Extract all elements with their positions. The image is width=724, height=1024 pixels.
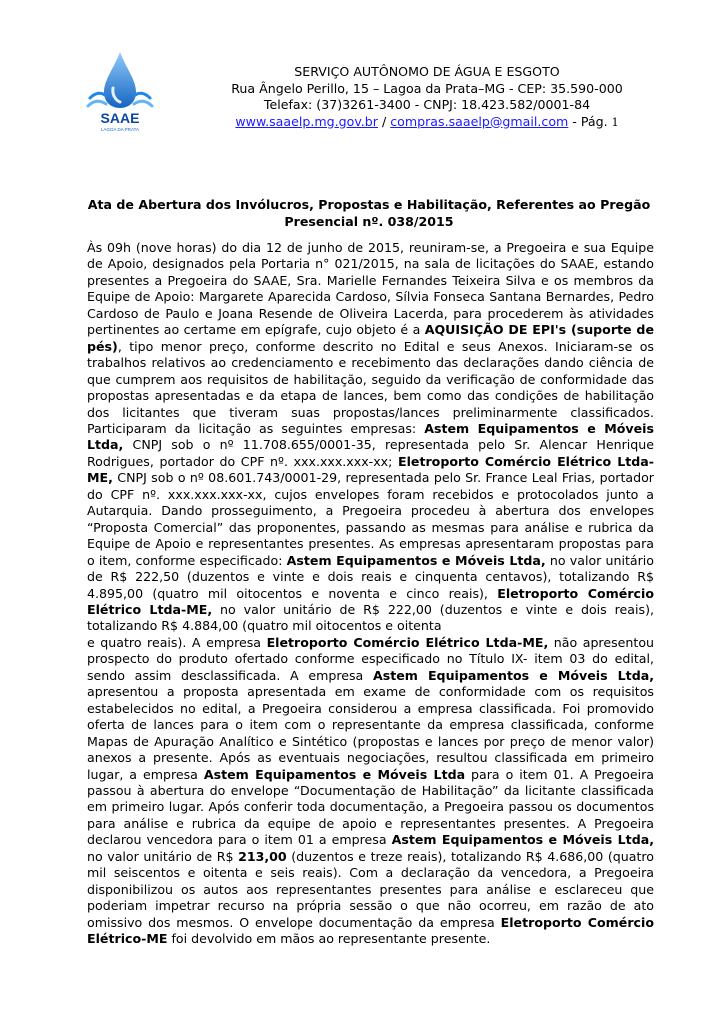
- bold-text: Eletroporto Comércio Elétrico Ltda-ME,: [266, 634, 549, 650]
- body-text: (duzentos e treze reais), totalizando R$ 4.686,00 (quatro mil seiscentos e oitenta e seis reais). Com a declaração da vencedora, a Pregoeira disponibilizou os autos aos representantes presentes para análise e esclareceu que poderiam impetrar recurso na própria sessão o que não ocorreu, em razão de ato omissivo dos mesmos. O envelope documentação da empresa: [87, 848, 654, 930]
- bold-text: Astem Equipamentos e Móveis Ltda,: [391, 832, 654, 848]
- bold-text: Eletroporto Comércio Elétrico-ME: [87, 914, 654, 947]
- body-text: Às 09h (nove horas) do dia 12 de junho de 2015, reuniram-se, a Pregoeira e sua Equipe de Apoio, designados pela Portaria n° 021/2015, na sala de licitações do SAAE, estando presentes a Pregoeira do SAAE, Sra. Marielle Fernandes Teixeira Silva e os membros da Equipe de Apoio: Margarete Aparecida Cardoso, Sílvia Fonseca Santana Bernardes, Pedro Cardoso de Paulo e Joana Resende de Oliveira Lacerda, para procederem às atividades pertinentes ao certame em epígrafe, cujo objeto é a: [87, 240, 654, 338]
- body-text: e quatro reais). A empresa: [87, 634, 267, 650]
- body-text: apresentou a proposta apresentada em exame de conformidade com os requisitos estabelecidos no edital, a Pregoeira considerou a empresa classificada. Foi promovido oferta de lances para o item com o representante da empresa classificada, conforme Mapas de Apuração Analítico e Sintético (propostas e lances por preço de menor valor) anexos a presente. Após as eventuais negociações, resultou classificada em primeiro lugar, a empresa: [87, 684, 654, 782]
- page-label: - Pág.: [568, 113, 612, 129]
- body-text: CNPJ sob o nº 08.601.743/0001-29, representada pelo Sr. France Leal Frias, portador do CPF nº. xxx.xxx.xxx-xx, cujos envelopes foram recebidos e protocolados junto a Autarquia. Dando prosseguimento, a Pregoeira procedeu à abertura dos envelopes “Proposta Comercial” das proponentes, passando as mesmas para análise e rubrica da Equipe de Apoio e representantes presentes. As empresas apresentaram propostas para o item, conforme especificado:: [87, 470, 654, 568]
- body-text: CNPJ sob o nº 11.708.655/0001-35, representada pelo Sr. Alencar Henrique Rodrigues, portador do CPF nº. xxx.xxx.xxx-xx;: [87, 437, 654, 469]
- page-number: 1: [611, 115, 619, 129]
- bold-text: Astem Equipamentos e Móveis Ltda,: [87, 420, 654, 453]
- org-contact: Telefax: (37)3261-3400 - CNPJ: 18.423.582/0001-84: [263, 97, 591, 112]
- body-text: no valor unitário de R$ 222,00 (duzentos e vinte e dois reais), totalizando R$ 4.884,00 (quatro mil oitocentos e oitenta: [87, 601, 654, 634]
- body-text: , tipo menor preço, conforme descrito no Edital e seus Anexos. Iniciaram-se os trabalhos relativos ao credenciamento e recebimento das declarações dando ciência de que cumprem aos requisitos de habilitação, seguido da verificação de conformidade das propostas apresentadas e da etapa de lances, bem como das condições de habilitação dos licitantes que tiveram suas propostas/lances preliminarmente classificados. Participaram da licitação as seguintes empresas:: [87, 338, 654, 436]
- bold-text: Astem Equipamentos e Móveis Ltda,: [286, 552, 546, 568]
- bold-text: AQUISIÇÃO DE EPI's (suporte de pés): [87, 322, 654, 354]
- org-address: Rua Ângelo Perillo, 15 – Lagoa da Prata–MG - CEP: 35.590-000: [231, 80, 623, 96]
- logo-subtext: LAGOA DA PRATA: [100, 127, 140, 132]
- title-line-1: Ata de Abertura dos Invólucros, Propostas e Habilitação, Referentes ao Pregão: [87, 197, 651, 212]
- bold-text: Astem Equipamentos e Móveis Ltda: [203, 766, 466, 782]
- bold-text: Eletroporto Comércio Elétrico Ltda-ME,: [87, 585, 654, 617]
- body-text: no valor unitário de R$: [87, 848, 239, 864]
- body-paragraph: [87, 240, 654, 947]
- body-text: para o item 01. A Pregoeira passou à abertura do envelope “Documentação de Habilitação” da licitante classificada em primeiro lugar. Após conferir toda documentação, a Pregoeira passou os documentos para análise e rubrica da equipe de apoio e representantes presentes. A Pregoeira declarou vencedora para o item 01 a empresa: [87, 766, 654, 848]
- link-separator: /: [377, 113, 391, 129]
- bold-text: Astem Equipamentos e Móveis Ltda,: [372, 667, 654, 683]
- document-title: [84, 196, 654, 230]
- org-name: SERVIÇO AUTÔNOMO DE ÁGUA E ESGOTO: [294, 64, 560, 79]
- saae-logo: [84, 48, 156, 134]
- bold-text: Eletroporto Comércio Elétrico Ltda-ME,: [87, 453, 654, 486]
- water-drop-logo-icon: [84, 48, 156, 134]
- document-body: [87, 240, 654, 947]
- org-links: [200, 114, 654, 132]
- body-text: foi devolvido em mãos ao representante presente.: [167, 931, 491, 947]
- title-line-2: Presencial nº. 038/2015: [284, 214, 454, 229]
- website-link[interactable]: www.saaelp.mg.gov.br: [235, 113, 378, 129]
- body-text: não apresentou prospecto do produto ofertado conforme especificado no Título IX- item 03 do edital, sendo assim desclassificada. A empresa: [87, 634, 654, 683]
- bold-text: 213,00: [238, 848, 287, 864]
- letterhead: [200, 64, 654, 131]
- body-text: no valor unitário de R$ 222,50 (duzentos e vinte e dois reais e cinquenta centavos), totalizando R$ 4.895,00 (quatro mil oitocentos e noventa e cinco reais),: [87, 552, 655, 601]
- logo-text: SAAE: [100, 110, 140, 126]
- email-link[interactable]: compras.saaelp@gmail.com: [390, 113, 569, 129]
